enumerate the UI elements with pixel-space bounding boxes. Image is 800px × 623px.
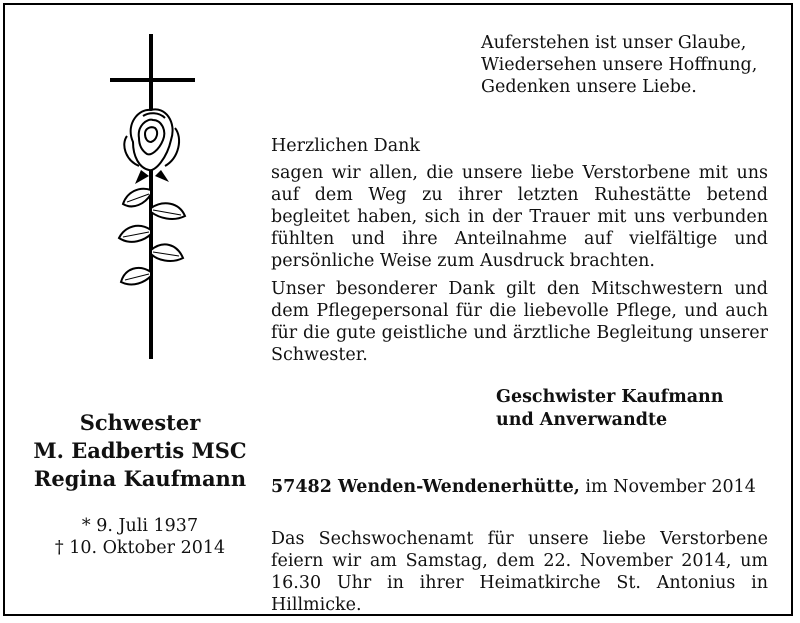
death-date: † 10. Oktober 2014 xyxy=(54,538,226,558)
deceased-title: Schwester xyxy=(79,410,201,435)
deceased-civil-name: Regina Kaufmann xyxy=(33,466,247,491)
deceased-name xyxy=(31,409,249,493)
service-notice: Das Sechswochenamt für unsere liebe Verstorbene feiern wir am Samstag, dem 22. November 2014, um 16.30 Uhr in ihrer Heimatkirche St. Antonius in Hillmicke. xyxy=(271,529,768,615)
place-date: im November 2014 xyxy=(579,477,756,497)
deceased-religious-name: M. Eadbertis MSC xyxy=(33,438,247,463)
special-thanks-paragraph: Unser besonderer Dank gilt den Mitschwestern und dem Pflegepersonal für die liebevolle Pflege, und auch für die gute geistliche und ärztliche Begleitung unserer Schwester. xyxy=(271,279,768,365)
obituary-card xyxy=(3,3,793,616)
life-dates xyxy=(31,515,249,559)
signoff-line-2: und Anverwandte xyxy=(496,410,668,430)
signoff xyxy=(496,386,724,432)
cross-with-rose-icon xyxy=(105,32,205,362)
motto-line-2: Wiedersehen unsere Hoffnung, xyxy=(481,55,758,75)
signoff-line-1: Geschwister Kaufmann xyxy=(496,387,724,407)
thanks-heading: Herzlichen Dank xyxy=(271,136,420,156)
place-location: 57482 Wenden-Wendenerhütte, xyxy=(271,477,580,497)
thanks-paragraph: sagen wir allen, die unsere liebe Verstorbene mit uns auf dem Weg zu ihrer letzten Ruhestätte betend begleitet haben, sich in der Trauer mit uns verbunden fühlten und ihre Anteilnahme auf vielfältige und persönliche Weise zum Ausdruck brachten. xyxy=(271,163,768,271)
birth-date: * 9. Juli 1937 xyxy=(81,516,199,536)
motto-line-3: Gedenken unsere Liebe. xyxy=(481,77,697,97)
motto-line-1: Auferstehen ist unser Glaube, xyxy=(481,33,747,53)
motto xyxy=(481,32,781,98)
place-date-line xyxy=(271,476,756,498)
